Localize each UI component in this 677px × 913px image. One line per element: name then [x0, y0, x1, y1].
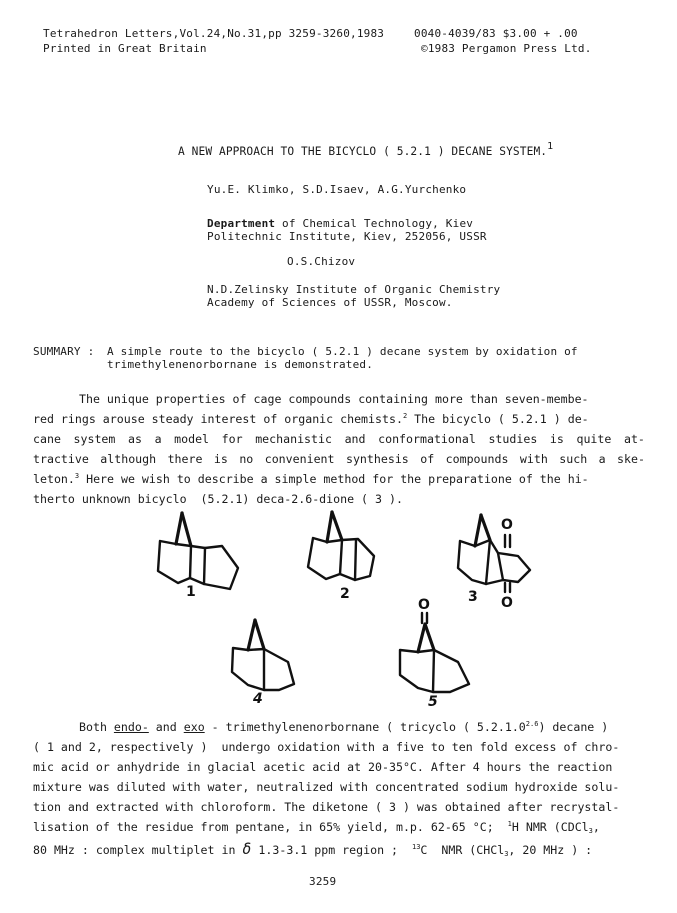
- word: although: [100, 452, 157, 466]
- word: such: [559, 452, 588, 466]
- word: as: [128, 432, 142, 446]
- printed-note: Printed in Great Britain: [43, 42, 207, 55]
- affiliation-1-line-2: Politechnic Institute, Kiev, 252056, USSR: [207, 230, 487, 243]
- structure-1: [158, 513, 238, 600]
- body-line-1-b: - trimethylenenorbornane ( tricyclo ( 5.2.1.0: [211, 720, 526, 734]
- body-line-1-a: Both: [79, 720, 107, 734]
- body-line-7-b: 1.3-3.1 ppm region ;: [251, 843, 412, 857]
- ref-3: 3: [74, 472, 80, 480]
- body-line-6-c: ,: [592, 820, 600, 834]
- cdcl3-subscript: 3: [588, 827, 593, 835]
- summary-line-2: trimethylenenorbornane is demonstrated.: [107, 358, 374, 371]
- body-line-5: tion and extracted with chloroform. The diketone ( 3 ) was obtained after recrystal-: [33, 800, 620, 814]
- word: at-: [623, 432, 645, 446]
- body-line-7-a: 80 MHz : complex multiplet in: [33, 843, 243, 857]
- structure-2: [308, 512, 374, 602]
- structure-5: [400, 597, 469, 710]
- word: ske-: [617, 452, 645, 466]
- word: a: [598, 452, 606, 466]
- ref-2: 2: [402, 412, 408, 420]
- affiliation-1-dept: Department: [207, 217, 276, 230]
- structure-2-label: 2: [340, 586, 350, 602]
- body-line-1-c: ) decane ): [538, 720, 609, 734]
- word: quite: [576, 432, 612, 446]
- affiliation-1-rest: of Chemical Technology, Kiev: [275, 217, 474, 230]
- word: is: [549, 432, 564, 446]
- body-line-4: mixture was diluted with water, neutralized with concentrated sodium hydroxide solu-: [33, 780, 620, 794]
- body-line-1-and: and: [155, 720, 177, 734]
- body-line-6: [33, 822, 600, 834]
- word: convenient: [264, 452, 335, 466]
- word: system: [73, 432, 116, 446]
- body-line-1: [79, 722, 608, 734]
- copyright-note: ©1983 Pergamon Press Ltd.: [421, 42, 592, 55]
- body-line-7-c: C NMR (CHCl: [420, 843, 505, 857]
- chcl3-subscript: 3: [504, 850, 509, 858]
- word: with: [519, 452, 548, 466]
- summary-label: SUMMARY :: [33, 345, 95, 358]
- structure-3-top-oxygen: O: [501, 517, 513, 533]
- body-line-7-d: , 20 MHz ) :: [508, 843, 593, 857]
- structure-1-label: 1: [186, 584, 196, 600]
- term-endo: endo-: [113, 720, 149, 734]
- word: there: [167, 452, 203, 466]
- word: model: [174, 432, 210, 446]
- c-nmr-superscript: 13: [411, 843, 421, 851]
- structure-4-label: 4: [253, 691, 263, 707]
- structure-5-label: 5: [428, 694, 438, 710]
- article-title-text: A NEW APPROACH TO THE BICYCLO ( 5.2.1 ) DECANE SYSTEM.: [178, 145, 548, 158]
- word: no: [239, 452, 254, 466]
- page-number: 3259: [309, 875, 337, 888]
- body-line-2: ( 1 and 2, respectively ) undergo oxidation with a five to ten fold excess of chro-: [33, 740, 620, 754]
- structure-3: [458, 515, 530, 611]
- word: of: [420, 452, 435, 466]
- author-2: O.S.Chizov: [287, 255, 356, 268]
- intro-line-1: The unique properties of cage compounds containing more than seven-membe-: [79, 392, 589, 406]
- intro-line-6: therto unknown bicyclo (5.2.1) deca-2.6-dione ( 3 ).: [33, 492, 403, 506]
- word: conformational: [378, 432, 476, 446]
- word: studies: [488, 432, 538, 446]
- affiliation-2-line-1: N.D.Zelinsky Institute of Organic Chemistry: [207, 283, 501, 296]
- word: compounds: [445, 452, 509, 466]
- word: and: [344, 432, 366, 446]
- word: cane: [33, 432, 61, 446]
- intro-line-5-a: leton.: [33, 472, 75, 486]
- body-line-7: [33, 842, 592, 857]
- body-line-6-b: H NMR (CDCl: [511, 820, 589, 834]
- body-line-6-a: lisation of the residue from pentane, in 65% yield, m.p. 62-65 °C;: [33, 820, 508, 834]
- body-line-3: mic acid or anhydride in glacial acetic acid at 20-35°C. After 4 hours the reaction: [33, 760, 613, 774]
- word: mechanistic: [255, 432, 332, 446]
- structure-5-oxygen: O: [418, 597, 430, 613]
- structure-3-label: 3: [468, 589, 478, 605]
- summary-line-1: A simple route to the bicyclo ( 5.2.1 ) decane system by oxidation of: [107, 345, 578, 358]
- word: for: [221, 432, 243, 446]
- intro-line-2-a: red rings arouse steady interest of organic chemists.: [33, 412, 403, 426]
- intro-line-5-b: Here we wish to describe a simple method for the preparatione of the hi-: [79, 472, 589, 486]
- affiliation-2-line-2: Academy of Sciences of USSR, Moscow.: [207, 296, 453, 309]
- word: a: [154, 432, 162, 446]
- price-code: 0040-4039/83 $3.00 + .00: [414, 27, 578, 40]
- h-nmr-superscript: 1: [507, 820, 512, 828]
- word: is: [213, 452, 228, 466]
- term-exo: exo: [183, 720, 205, 734]
- structure-3-bottom-oxygen: O: [501, 595, 513, 611]
- structure-4: [232, 620, 294, 707]
- journal-citation: Tetrahedron Letters,Vol.24,No.31,pp 3259-3260,1983: [43, 27, 385, 40]
- word: tractive: [33, 452, 89, 466]
- delta-symbol: δ: [242, 840, 252, 858]
- intro-line-2-b: The bicyclo ( 5.2.1 ) de-: [407, 412, 589, 426]
- tricyclo-superscript: 2.6: [525, 720, 539, 728]
- word: synthesis: [345, 452, 409, 466]
- title-footnote-ref: 1: [547, 141, 554, 152]
- authors-group-1: Yu.E. Klimko, S.D.Isaev, A.G.Yurchenko: [207, 183, 467, 196]
